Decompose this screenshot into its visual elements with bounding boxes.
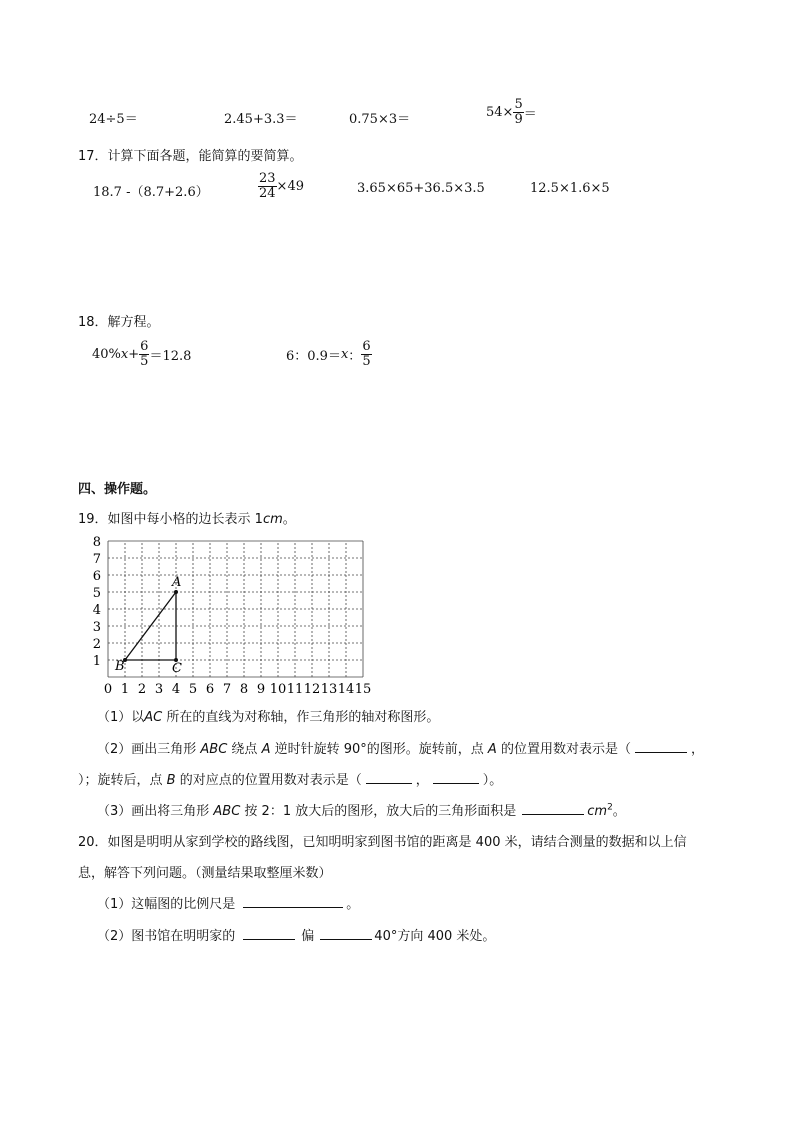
y-tick-label: 5 — [92, 586, 101, 601]
x-axis-labels — [104, 682, 371, 697]
q16-expr-4-numerator: 5 — [514, 97, 523, 112]
q17-title: 17．计算下面各题，能简算的要简算。 — [78, 149, 303, 164]
answer-blank-b-x[interactable] — [366, 771, 412, 784]
x-tick-label: 3 — [154, 682, 164, 697]
x-tick-label: 15 — [354, 682, 372, 697]
q19-p2-point-a-2: A — [487, 742, 497, 757]
q17-expr-3: 3.65×65+36.5×3.5 — [357, 181, 485, 196]
answer-blank-scale[interactable] — [243, 895, 343, 908]
q19-p2-l2-b: 的对应点的位置用数对表示是（ — [175, 773, 362, 788]
vertex-a — [174, 590, 178, 594]
x-tick-label: 0 — [103, 682, 113, 697]
vertex-label-b: B — [115, 659, 125, 674]
q18-equation-1 — [92, 340, 191, 369]
q19-p3-end: 。 — [612, 804, 626, 819]
answer-blank-b-y[interactable] — [433, 771, 479, 784]
y-tick-label: 2 — [92, 637, 101, 652]
answer-blank-a-x[interactable] — [635, 740, 687, 753]
q16-expr-4 — [486, 98, 537, 127]
q19-p2-a: （2）画出三角形 — [97, 742, 201, 757]
q19-p1-post: 所在的直线为对称轴，作三角形的轴对称图形。 — [162, 710, 440, 725]
q19-p2-b: 绕点 — [227, 742, 262, 757]
answer-blank-direction-2[interactable] — [320, 927, 372, 940]
q19-title — [78, 508, 296, 527]
q16-expr-4-fraction — [513, 98, 523, 127]
q17-expr-2-denominator: 24 — [259, 186, 276, 201]
q20-p2-a: （2）图书馆在明明家的 — [97, 929, 236, 944]
y-tick-label: 7 — [92, 552, 101, 567]
q18-eq1-variable: x — [120, 347, 129, 362]
q16-expr-4-pre: 54× — [486, 105, 514, 120]
q19-grid-figure — [88, 532, 388, 698]
q18-eq2-pre: 6：0.9＝ — [286, 349, 341, 364]
answer-blank-direction-1[interactable] — [243, 927, 295, 940]
q19-part-2-line-2 — [78, 769, 502, 788]
y-tick-label: 6 — [92, 569, 101, 584]
q17-expr-2 — [258, 172, 304, 201]
triangle-abc — [114, 575, 182, 676]
x-tick-label: 10 — [269, 682, 287, 697]
q18-eq2-colon: ： — [348, 349, 362, 364]
y-tick-label: 8 — [92, 535, 101, 550]
q17-expr-2-fraction — [258, 172, 277, 201]
y-tick-label: 3 — [92, 620, 101, 635]
q16-expr-4-post: ＝ — [523, 107, 537, 122]
q19-title-unit: cm — [262, 512, 283, 527]
q19-p1-pre: （1）以 — [97, 710, 145, 725]
q19-part-3 — [97, 800, 626, 819]
q18-eq1-plus: + — [128, 347, 140, 362]
q19-part-2-line-1 — [97, 738, 704, 757]
q18-eq2-variable: x — [340, 347, 349, 362]
q20-p1-a: （1）这幅图的比例尺是 — [97, 897, 236, 912]
x-tick-label: 14 — [337, 682, 355, 697]
q19-p2-l2-a: ）；旋转后，点 — [78, 773, 167, 788]
x-tick-label: 13 — [320, 682, 338, 697]
x-tick-label: 9 — [256, 682, 266, 697]
q19-p2-abc: ABC — [200, 742, 228, 757]
section-4-title: 四、操作题。 — [78, 482, 157, 497]
q19-p3-a: （3）画出将三角形 — [97, 804, 214, 819]
q18-eq2-numerator: 6 — [362, 339, 371, 354]
q18-eq1-fraction — [139, 340, 149, 369]
x-tick-label: 4 — [171, 682, 181, 697]
x-tick-label: 7 — [222, 682, 232, 697]
q19-p3-unit-exponent: 2 — [607, 802, 613, 813]
answer-blank-area[interactable] — [522, 802, 584, 815]
vertex-label-a: A — [172, 575, 182, 590]
y-tick-label: 4 — [92, 603, 101, 618]
q16-expr-3: 0.75×3＝ — [349, 112, 411, 127]
q19-title-pre: 19．如图中每小格的边长表示 1 — [78, 512, 263, 527]
q19-p2-point-a: A — [261, 742, 271, 757]
q19-p2-point-b: B — [166, 773, 176, 788]
q19-p3-unit: cm — [587, 804, 608, 819]
x-tick-label: 12 — [303, 682, 321, 697]
q17-expr-1: 18.7 -（8.7+2.6） — [93, 185, 209, 200]
q20-line-2: 息，解答下列问题。（测量结果取整厘米数） — [78, 866, 332, 881]
x-tick-label: 5 — [188, 682, 198, 697]
q18-eq1-numerator: 6 — [140, 339, 149, 354]
q20-p2-b: 偏 — [301, 929, 315, 944]
q18-title: 18．解方程。 — [78, 315, 160, 330]
q19-p2-l2-d: ）。 — [482, 773, 503, 788]
q18-eq2-denominator: 5 — [362, 354, 371, 369]
q18-equation-2 — [286, 340, 372, 369]
q17-expr-2-post: ×49 — [276, 179, 304, 194]
q18-eq2-fraction — [361, 340, 371, 369]
x-tick-label: 11 — [286, 682, 304, 697]
x-tick-label: 6 — [205, 682, 215, 697]
q19-p3-b: 按 2：1 放大后的图形，放大后的三角形面积是 — [240, 804, 517, 819]
q16-expr-1: 24÷5＝ — [89, 112, 138, 127]
grid-lines — [108, 541, 363, 677]
vertex-label-c: C — [172, 661, 182, 676]
q20-line-1: 20．如图是明明从家到学校的路线图，已知明明家到图书馆的距离是 400 米，请结合测量的数据和以上信 — [78, 835, 687, 850]
q16-expr-4-denominator: 9 — [514, 112, 523, 127]
q17-expr-2-numerator: 23 — [259, 171, 276, 186]
x-tick-label: 8 — [239, 682, 249, 697]
q19-p2-l2-c: ， — [415, 773, 429, 788]
q20-p2-c: 40°方向 400 米处。 — [374, 929, 496, 944]
x-tick-label: 1 — [120, 682, 130, 697]
y-axis-labels — [93, 535, 101, 669]
q19-title-post: 。 — [282, 512, 296, 527]
q19-p2-c: 逆时针旋转 90°的图形。旋转前，点 — [270, 742, 488, 757]
q20-p1-end: 。 — [346, 897, 360, 912]
q18-eq1-pre: 40% — [92, 347, 121, 362]
q19-p2-e: ， — [690, 742, 704, 757]
q18-eq1-denominator: 5 — [140, 354, 149, 369]
q17-expr-4: 12.5×1.6×5 — [530, 181, 610, 196]
q19-p3-abc: ABC — [213, 804, 241, 819]
q20-part-2 — [97, 925, 495, 944]
x-tick-label: 2 — [137, 682, 147, 697]
q16-expr-2: 2.45+3.3＝ — [224, 112, 298, 127]
q19-part-1 — [97, 706, 439, 725]
q20-part-1 — [97, 893, 359, 912]
q19-p1-ac: AC — [144, 710, 163, 725]
y-tick-label: 1 — [92, 654, 101, 669]
q18-eq1-post: ＝12.8 — [149, 349, 192, 364]
q19-p2-d: 的位置用数对表示是（ — [496, 742, 631, 757]
